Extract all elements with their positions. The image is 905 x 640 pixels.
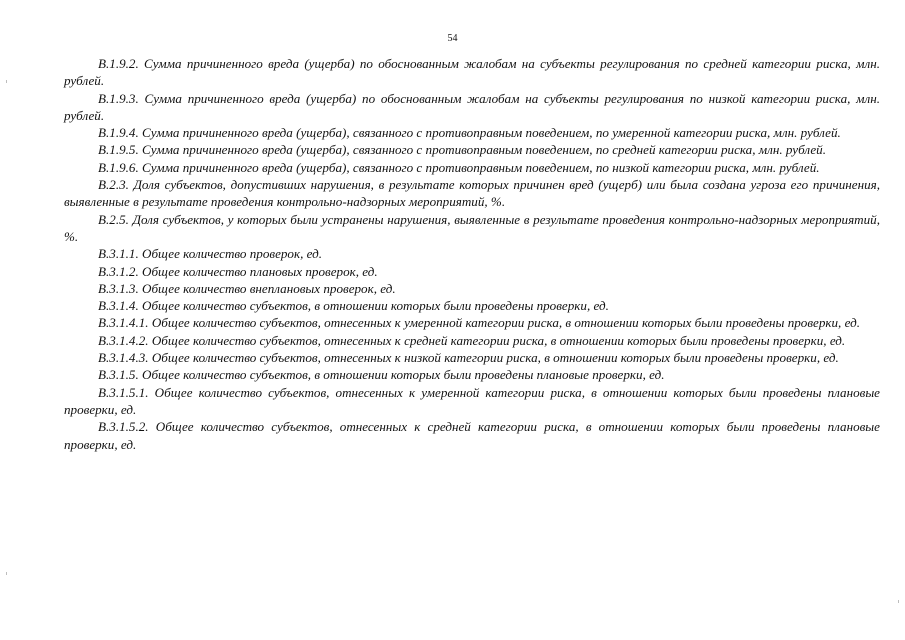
paragraph-v-1-9-4: В.1.9.4. Сумма причиненного вреда (ущерба), связанного с противоправным поведением, по умеренной категории риска, млн. рублей. xyxy=(98,125,841,141)
scan-edge-mark-right xyxy=(898,600,899,603)
page-number: 54 xyxy=(447,33,458,44)
paragraph-v-3-1-3: В.3.1.3. Общее количество внеплановых проверок, ед. xyxy=(98,280,396,296)
paragraph-v-3-1-4-2: В.3.1.4.2. Общее количество субъектов, отнесенных к средней категории риска, в отношении которых были проведены проверки, ед. xyxy=(98,332,846,348)
paragraph-v-3-1-1: В.3.1.1. Общее количество проверок, ед. xyxy=(98,246,323,262)
scan-edge-mark-left xyxy=(6,80,7,83)
paragraph-v-1-9-2: В.1.9.2. Сумма причиненного вреда (ущерба) по обоснованным жалобам на субъекты регулирования по средней категории риска, млн. рублей. xyxy=(64,56,880,89)
paragraph-v-3-1-5: В.3.1.5. Общее количество субъектов, в отношении которых были проведены плановые проверки, ед. xyxy=(98,367,665,383)
paragraph-v-3-1-4-3: В.3.1.4.3. Общее количество субъектов, отнесенных к низкой категории риска, в отношении которых были проведены проверки, ед. xyxy=(98,350,839,366)
paragraph-v-1-9-3: В.1.9.3. Сумма причиненного вреда (ущерба) по обоснованным жалобам на субъекты регулирования по низкой категории риска, млн. рублей. xyxy=(64,90,880,123)
document-body xyxy=(64,55,880,453)
paragraph-v-2-3: В.2.3. Доля субъектов, допустивших нарушения, в результате которых причинен вред (ущерб) или была создана угроза его причинения, выявленные в результате проведения контрольно-надзорных мероприятий, %. xyxy=(64,177,880,210)
paragraph-v-1-9-6: В.1.9.6. Сумма причиненного вреда (ущерба), связанного с противоправным поведением, по низкой категории риска, млн. рублей. xyxy=(98,159,820,175)
paragraph-v-3-1-4: В.3.1.4. Общее количество субъектов, в отношении которых были проведены проверки, ед. xyxy=(98,298,609,314)
paragraph-v-2-5: В.2.5. Доля субъектов, у которых были устранены нарушения, выявленные в результате проведения контрольно-надзорных мероприятий, %. xyxy=(64,211,880,244)
paragraph-v-3-1-2: В.3.1.2. Общее количество плановых проверок, ед. xyxy=(98,263,378,279)
paragraph-v-3-1-5-1: В.3.1.5.1. Общее количество субъектов, отнесенных к умеренной категории риска, в отношении которых были проведены плановые проверки, ед. xyxy=(64,384,880,417)
paragraph-v-3-1-4-1: В.3.1.4.1. Общее количество субъектов, отнесенных к умеренной категории риска, в отношении которых были проведены проверки, ед. xyxy=(98,315,860,331)
scan-edge-mark-left-lower xyxy=(6,572,7,575)
paragraph-v-3-1-5-2: В.3.1.5.2. Общее количество субъектов, отнесенных к средней категории риска, в отношении которых были проведены плановые проверки, ед. xyxy=(64,419,880,452)
paragraph-v-1-9-5: В.1.9.5. Сумма причиненного вреда (ущерба), связанного с противоправным поведением, по средней категории риска, млн. рублей. xyxy=(98,142,826,158)
